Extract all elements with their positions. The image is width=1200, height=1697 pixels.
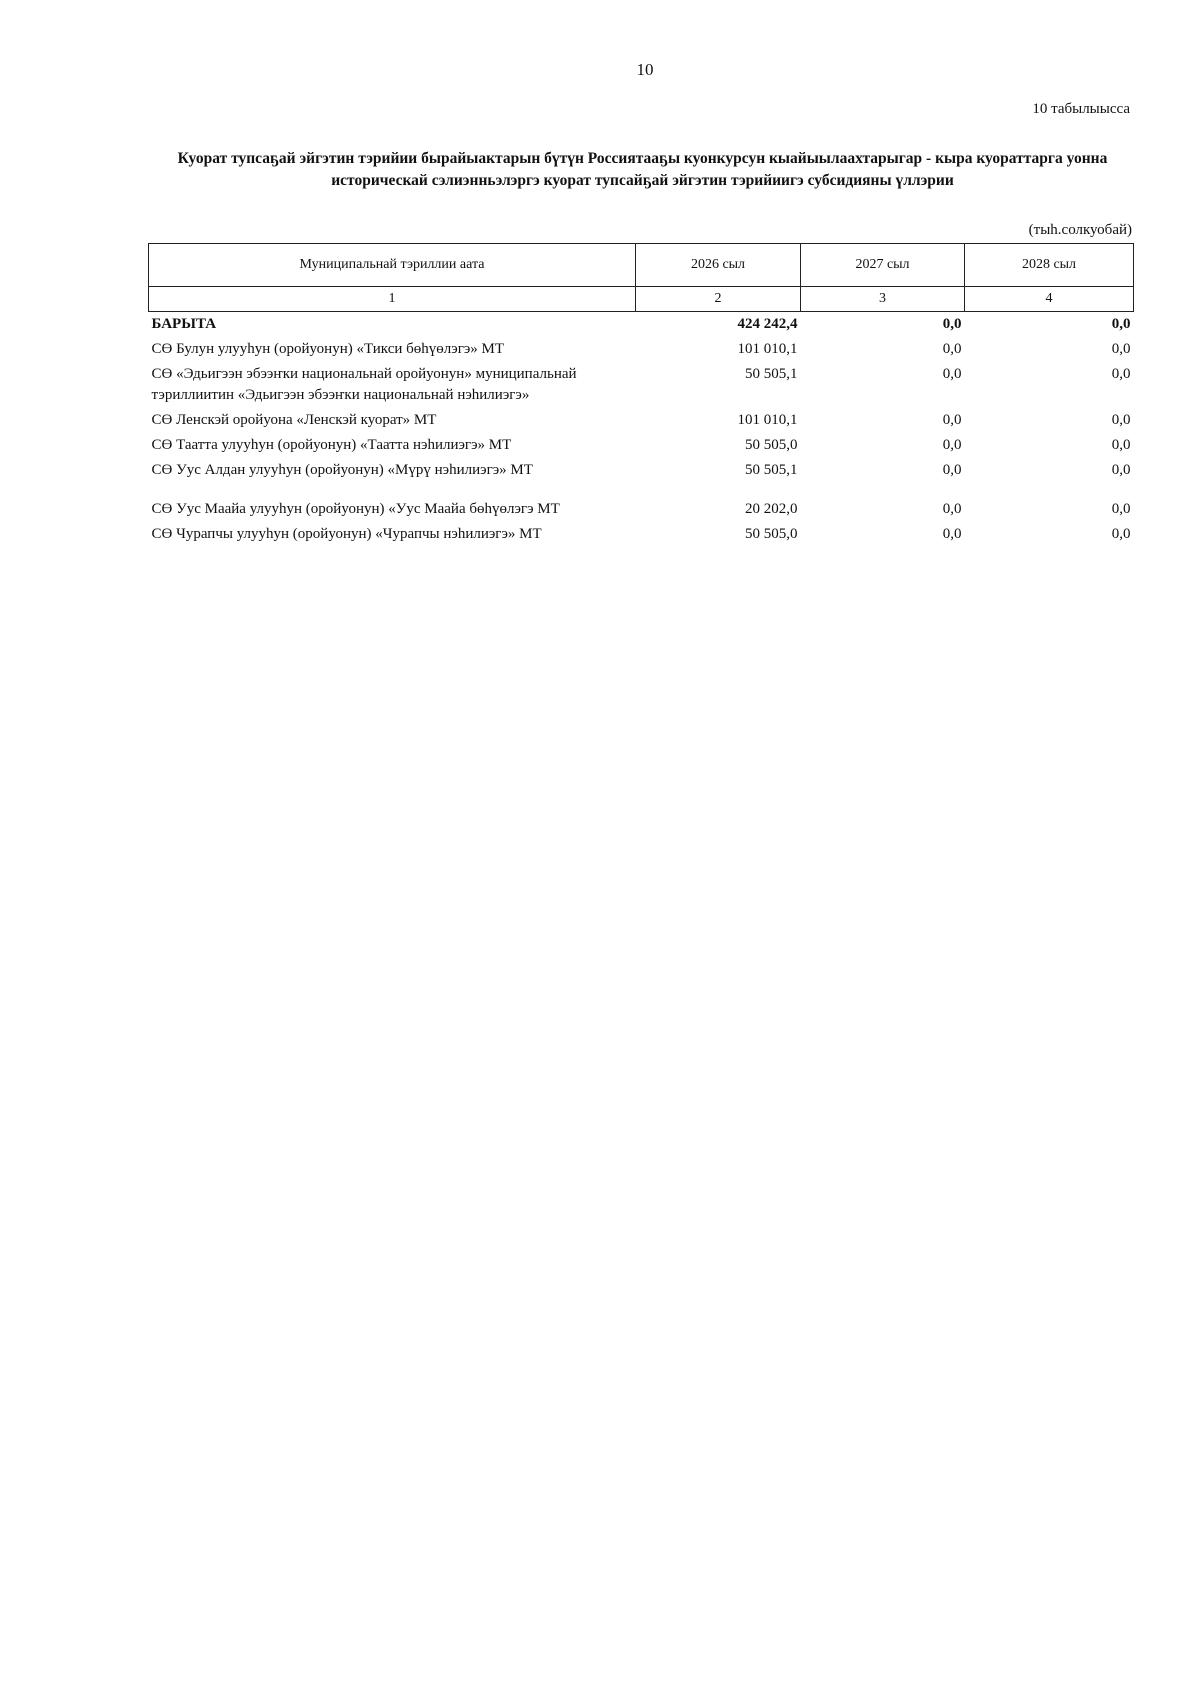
municipality-name: СӨ Уус Маайа улууһун (оройуонун) «Уус Маайа бөһүөлэгэ МТ [151,501,560,517]
header-2028: 2028 сыл [965,244,1134,287]
table-header-row [149,244,1134,287]
value-2026: 50 505,0 [745,526,798,542]
table-row [149,483,1134,522]
document-title: Куорат тупсаҕай эйгэтин тэрийии бырайыактарын бүтүн Россиятааҕы куонкурсун кыайыылаахтарыгар - кыра куораттарга уонна историческай сэлиэнньэлэргэ куорат тупсайҕай эйгэтин тэрийиигэ субсидияны үллэрии [177,150,1108,189]
table-row [149,408,1134,433]
value-2026: 101 010,1 [737,412,798,428]
value-2026: 101 010,1 [737,341,798,357]
value-2028: 0,0 [1111,341,1131,357]
page-number: 10 [636,60,654,79]
total-label: БАРЫТА [151,316,217,332]
total-2026: 424 242,4 [737,316,798,332]
table-row [149,337,1134,362]
column-number: 4 [965,287,1134,312]
appendix-label: 10 табылыысса [1032,101,1130,117]
value-2027: 0,0 [942,412,962,428]
total-2028: 0,0 [1111,316,1131,332]
value-2027: 0,0 [942,366,962,382]
subsidy-table [148,243,1134,547]
column-number: 1 [149,287,636,312]
value-2028: 0,0 [1111,462,1131,478]
table-row [149,362,1134,408]
column-number: 3 [801,287,965,312]
total-2027: 0,0 [942,316,962,332]
total-row [149,312,1134,338]
header-municipality: Муниципальнай тэриллии аата [149,244,636,287]
column-number: 2 [636,287,801,312]
municipality-name: СӨ Таатта улууһун (оройуонун) «Таатта нэһилиэгэ» МТ [151,437,512,453]
value-2028: 0,0 [1111,501,1131,517]
value-2027: 0,0 [942,462,962,478]
units-label: (тыһ.солкуобай) [1028,222,1132,238]
table-row [149,433,1134,458]
table-row [149,522,1134,547]
municipality-name: СӨ Булун улууһун (оройуонун) «Тикси бөһүөлэгэ» МТ [151,341,505,357]
header-2026: 2026 сыл [636,244,801,287]
municipality-name: СӨ «Эдьигээн эбээҥки национальнай оройуонун» муниципальнай тэриллиитин «Эдьигээн эбээҥки национальнай нэһилиэгэ» [151,366,577,403]
municipality-name: СӨ Уус Алдан улууһун (оройуонун) «Мүрү нэһилиэгэ» МТ [151,462,533,478]
value-2028: 0,0 [1111,526,1131,542]
value-2026: 50 505,1 [745,366,798,382]
value-2027: 0,0 [942,437,962,453]
value-2026: 50 505,1 [745,462,798,478]
value-2026: 20 202,0 [745,501,798,517]
header-2027: 2027 сыл [801,244,965,287]
value-2026: 50 505,0 [745,437,798,453]
table-row [149,458,1134,483]
value-2028: 0,0 [1111,437,1131,453]
value-2028: 0,0 [1111,366,1131,382]
value-2027: 0,0 [942,501,962,517]
value-2027: 0,0 [942,526,962,542]
value-2027: 0,0 [942,341,962,357]
municipality-name: СӨ Чурапчы улууһун (оройуонун) «Чурапчы нэһилиэгэ» МТ [151,526,542,542]
value-2028: 0,0 [1111,412,1131,428]
column-number-row [149,287,1134,312]
municipality-name: СӨ Ленскэй оройуона «Ленскэй куорат» МТ [151,412,437,428]
